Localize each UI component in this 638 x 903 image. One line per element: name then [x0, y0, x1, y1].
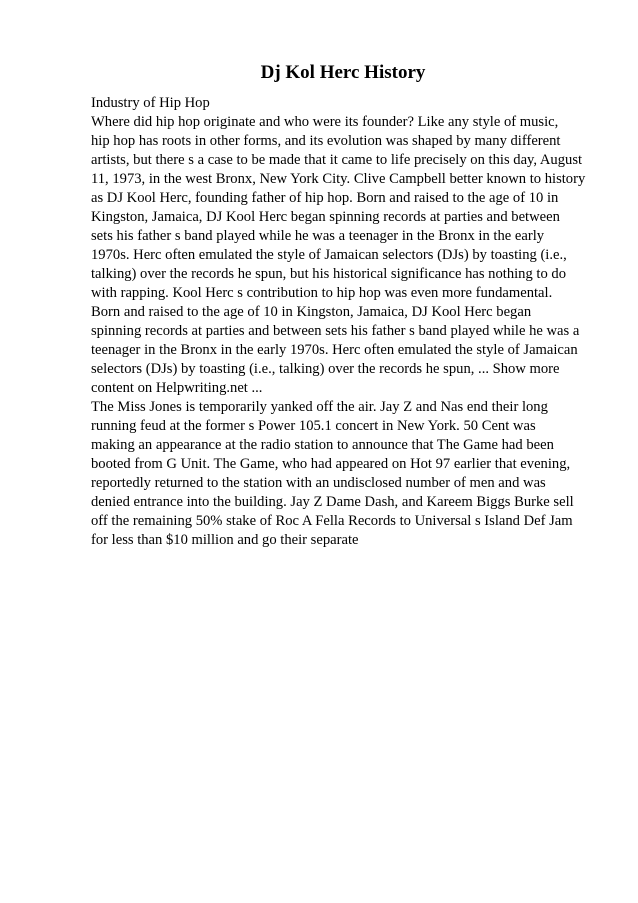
document-title: Dj Kol Herc History [260, 62, 426, 83]
text-line: for less than $10 million and go their separate [91, 532, 359, 548]
text-line: reportedly returned to the station with an undisclosed number of men and was [91, 475, 546, 491]
text-line: sets his father s band played while he was a teenager in the Bronx in the early [91, 228, 545, 244]
text-line: making an appearance at the radio station to announce that The Game had been [91, 437, 554, 453]
text-line: selectors (DJs) by toasting (i.e., talking) over the records he spun, ... Show more [91, 361, 560, 377]
text-line: teenager in the Bronx in the early 1970s. Herc often emulated the style of Jamaican [91, 342, 578, 358]
text-line: booted from G Unit. The Game, who had appeared on Hot 97 earlier that evening, [91, 456, 571, 472]
text-line: The Miss Jones is temporarily yanked off the air. Jay Z and Nas end their long [91, 399, 548, 415]
text-line: off the remaining 50% stake of Roc A Fella Records to Universal s Island Def Jam [91, 513, 573, 529]
text-line: spinning records at parties and between sets his father s band played while he was a [91, 323, 580, 339]
text-line: as DJ Kool Herc, founding father of hip hop. Born and raised to the age of 10 in [91, 190, 559, 206]
text-line: Kingston, Jamaica, DJ Kool Herc began spinning records at parties and between [91, 209, 560, 225]
text-line: Born and raised to the age of 10 in Kingston, Jamaica, DJ Kool Herc began [91, 304, 532, 320]
text-line: denied entrance into the building. Jay Z Dame Dash, and Kareem Biggs Burke sell [91, 494, 574, 510]
text-line: hip hop has roots in other forms, and its evolution was shaped by many different [91, 133, 561, 149]
text-line: artists, but there s a case to be made that it came to life precisely on this day, August [91, 152, 583, 168]
text-line: with rapping. Kool Herc s contribution to hip hop was even more fundamental. [91, 285, 553, 301]
text-line: Where did hip hop originate and who were its founder? Like any style of music, [91, 114, 559, 130]
text-line: Industry of Hip Hop [91, 95, 210, 111]
text-line: 1970s. Herc often emulated the style of Jamaican selectors (DJs) by toasting (i.e., [91, 247, 567, 263]
text-line: talking) over the records he spun, but his historical significance has nothing to do [91, 266, 567, 282]
text-line: running feud at the former s Power 105.1 concert in New York. 50 Cent was [91, 418, 536, 434]
text-line: content on Helpwriting.net ... [91, 380, 263, 396]
text-line: 11, 1973, in the west Bronx, New York City. Clive Campbell better known to history [91, 171, 586, 187]
